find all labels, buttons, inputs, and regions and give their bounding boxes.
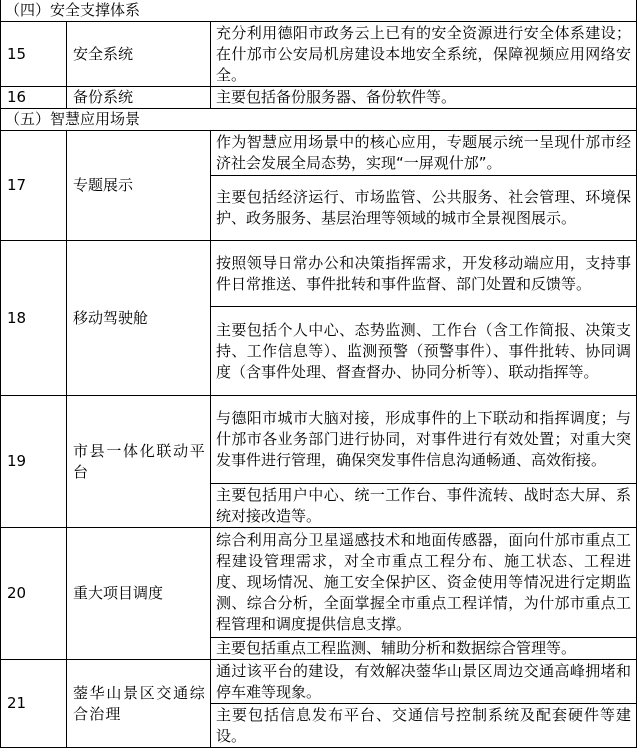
section-heading: （五）智慧应用场景: [1, 109, 637, 131]
description-cell: 通过该平台的建设，有效解决蓥华山景区周边交通高峰拥堵和停车难等现象。: [211, 660, 637, 704]
row-number: 18: [1, 241, 67, 396]
table-row: [1, 241, 637, 307]
system-name: 专题展示: [67, 131, 211, 241]
row-number: 17: [1, 131, 67, 241]
row-number: 19: [1, 396, 67, 528]
description-cell: 主要包括经济运行、市场监管、公共服务、社会管理、环境保护、政务服务、基层治理等领域的城市全景视图展示。: [211, 176, 637, 241]
row-number: 21: [1, 660, 67, 748]
row-number: 16: [1, 87, 67, 109]
row-number: 20: [1, 528, 67, 660]
system-name: 重大项目调度: [67, 528, 211, 660]
table-row: [1, 660, 637, 704]
system-name: 移动驾驶舱: [67, 241, 211, 396]
table-row: [1, 22, 637, 87]
description-cell: 综合利用高分卫星遥感技术和地面传感器，面向什邡市重点工程建设管理需求，对全市重点工程分布、施工状态、工程进度、现场情况、施工安全保护区、资金使用等情况进行定期监测、综合分析，全面掌握全市重点工程详情，为什邡市重点工程管理和调度提供信息支撑。: [211, 528, 637, 638]
system-name: 安全系统: [67, 22, 211, 87]
table-row: [1, 396, 637, 484]
section-header-row: [1, 109, 637, 131]
description-cell: 主要包括重点工程监测、辅助分析和数据综合管理等。: [211, 638, 637, 660]
section-header-row: [1, 0, 637, 22]
description-cell: 作为智慧应用场景中的核心应用，专题展示统一呈现什邡市经济社会发展全局态势，实现“一屏观什邡”。: [211, 131, 637, 176]
section-heading: （四）安全支撑体系: [1, 0, 637, 22]
table-row: [1, 131, 637, 176]
table-row: [1, 87, 637, 109]
description-cell: 主要包括用户中心、统一工作台、事件流转、战时态大屏、系统对接改造等。: [211, 484, 637, 528]
description-cell: 主要包括备份服务器、备份软件等。: [211, 87, 637, 109]
description-cell: 主要包括信息发布平台、交通信号控制系统及配套硬件等建设。: [211, 704, 637, 748]
description-cell: 与德阳市城市大脑对接，形成事件的上下联动和指挥调度；与什邡市各业务部门进行协同，对事件进行有效处置；对重大突发事件进行管理，确保突发事件信息沟通畅通、高效衔接。: [211, 396, 637, 484]
system-name: 市县一体化联动平台: [67, 396, 211, 528]
row-number: 15: [1, 22, 67, 87]
description-cell: 按照领导日常办公和决策指挥需求，开发移动端应用，支持事件日常推送、事件批转和事件监督、部门处置和反馈等。: [211, 241, 637, 307]
table-row: [1, 528, 637, 638]
system-name: 蓥华山景区交通综合治理: [67, 660, 211, 748]
system-name: 备份系统: [67, 87, 211, 109]
description-cell: 充分利用德阳市政务云上已有的安全资源进行安全体系建设；在什邡市公安局机房建设本地安全系统，保障视频应用网络安全。: [211, 22, 637, 87]
description-cell: 主要包括个人中心、态势监测、工作台（含工作简报、决策支持、工作信息等）、监测预警（预警事件）、事件批转、协同调度（含事件处理、督查督办、协同分析等）、联动指挥等。: [211, 307, 637, 396]
